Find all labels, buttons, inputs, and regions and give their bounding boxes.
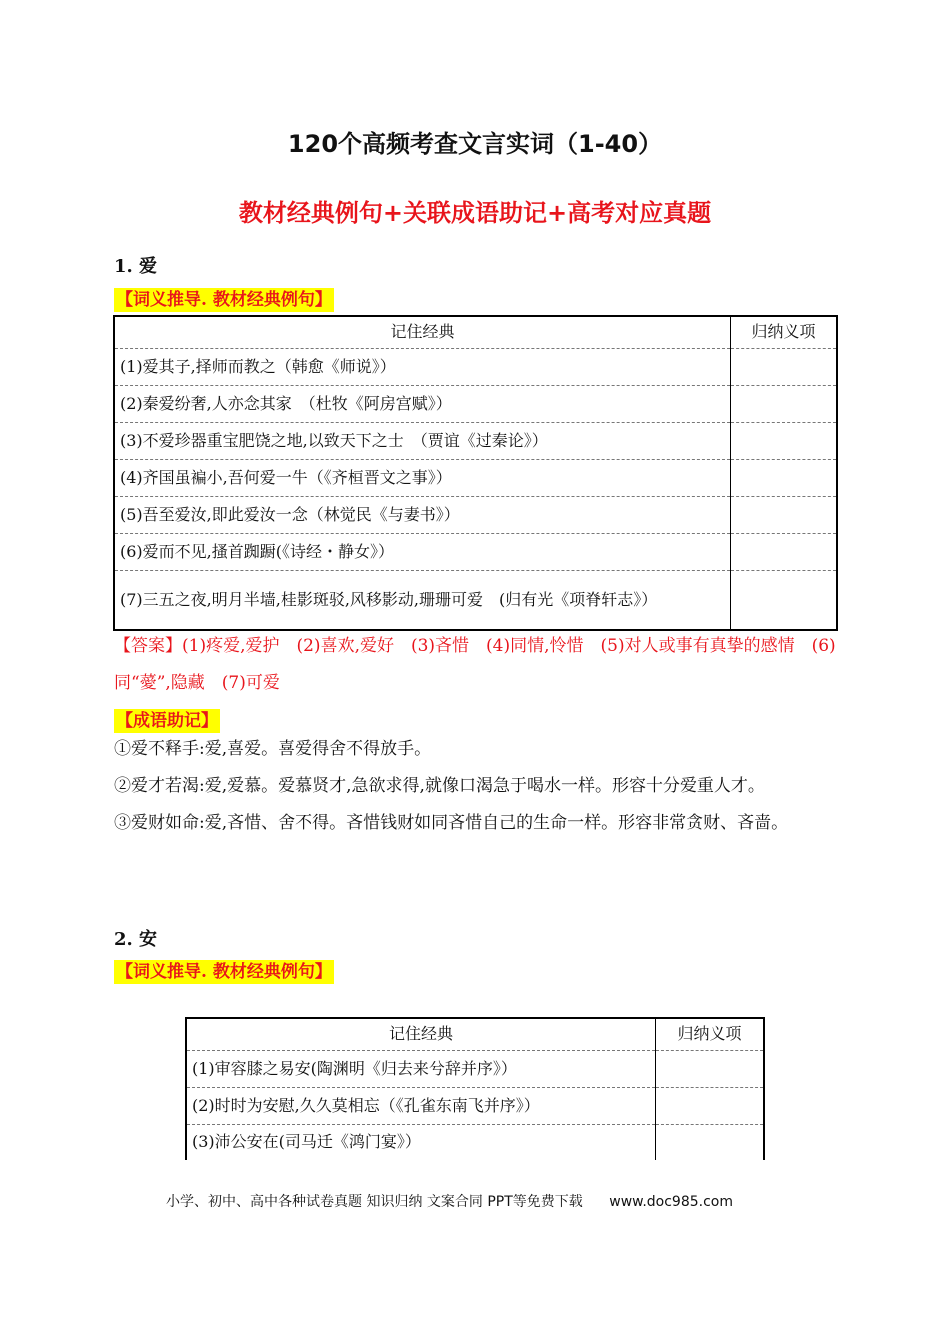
section-1-usage-tag: 【词义推导. 教材经典例句】 (116, 290, 332, 310)
table-header-row (186, 1018, 764, 1050)
table-row (186, 1087, 764, 1124)
table-row (186, 1050, 764, 1087)
table-row (114, 422, 837, 459)
section-2-usage-tag: 【词义推导. 教材经典例句】 (116, 962, 332, 982)
table-row (114, 348, 837, 385)
meaning-cell (656, 1087, 765, 1124)
table-header-row (114, 316, 837, 348)
table-row (114, 496, 837, 533)
table-row (186, 1124, 764, 1160)
page-footer (166, 1191, 733, 1211)
example-sentence: (6)爱而不见,搔首踟蹰(《诗经・静女》） (114, 533, 731, 570)
page-title: 120个高频考查文言实词（1-40） (287, 130, 663, 158)
example-sentence: (4)齐国虽褊小,吾何爱一牛（《齐桓晋文之事》） (114, 459, 731, 496)
example-sentence: (5)吾至爱汝,即此爱汝一念（林觉民《与妻书》） (114, 496, 731, 533)
footer-url[interactable]: www.doc985.com (609, 1194, 733, 1210)
example-sentence: (2)时时为安慰,久久莫相忘（《孔雀东南飞并序》） (186, 1087, 656, 1124)
table-row (114, 533, 837, 570)
table-header-meanings: 归纳义项 (656, 1018, 765, 1050)
table-header-examples: 记住经典 (186, 1018, 656, 1050)
idiom-item: ③爱财如命:爱,吝惜、舍不得。吝惜钱财如同吝惜自己的生命一样。形容非常贪财、吝啬。 (114, 813, 789, 833)
meaning-cell (731, 570, 838, 630)
section-1-answer: 【答案】(1)疼爱,爱护 (2)喜欢,爱好 (3)吝惜 (4)同情,怜惜 (5)对人或事有真挚的感情 (6)同“薆”,隐藏 (7)可爱 (114, 636, 836, 693)
meaning-cell (656, 1124, 765, 1160)
table-header-meanings: 归纳义项 (731, 316, 838, 348)
example-sentence: (2)秦爱纷奢,人亦念其家 （杜牧《阿房宫赋》） (114, 385, 731, 422)
meaning-cell (731, 533, 838, 570)
example-sentence: (3)不爱珍器重宝肥饶之地,以致天下之士 （贾谊《过秦论》） (114, 422, 731, 459)
meaning-cell (731, 459, 838, 496)
section-2-heading: 2. 安 (114, 929, 158, 950)
meaning-cell (731, 385, 838, 422)
idiom-item: ①爱不释手:爱,喜爱。喜爱得舍不得放手。 (114, 739, 432, 759)
section-1-usage-tag-wrap (114, 288, 334, 312)
example-sentence: (7)三五之夜,明月半墙,桂影斑驳,风移影动,珊珊可爱 (归有光《项脊轩志》） (120, 589, 658, 609)
table-row (114, 570, 837, 630)
section-2-meaning-table (185, 1017, 765, 1160)
example-sentence: (3)沛公安在(司马迁《鸿门宴》） (192, 1132, 421, 1152)
section-2-usage-tag-wrap (114, 960, 334, 984)
table-row (114, 459, 837, 496)
example-sentence: (1)爱其子,择师而教之（韩愈《师说》） (114, 348, 731, 385)
page-subtitle: 教材经典例句+关联成语助记+高考对应真题 (238, 199, 712, 227)
section-1-heading: 1. 爱 (114, 256, 158, 277)
table-header-examples: 记住经典 (114, 316, 731, 348)
section-1-idiom-tag-wrap (114, 709, 220, 733)
section-1-idiom-tag: 【成语助记】 (116, 711, 218, 731)
meaning-cell (731, 422, 838, 459)
section-1-meaning-table (113, 315, 838, 631)
section-1-idiom-list (114, 731, 844, 842)
idiom-item: ②爱才若渴:爱,爱慕。爱慕贤才,急欲求得,就像口渴急于喝水一样。形容十分爱重人才。 (114, 776, 765, 796)
table-row (114, 385, 837, 422)
example-sentence: (1)审容膝之易安(陶渊明《归去来兮辞并序》） (186, 1050, 656, 1087)
meaning-cell (731, 348, 838, 385)
footer-text: 小学、初中、高中各种试卷真题 知识归纳 文案合同 PPT等免费下载 (166, 1194, 583, 1210)
meaning-cell (731, 496, 838, 533)
meaning-cell (656, 1050, 765, 1087)
